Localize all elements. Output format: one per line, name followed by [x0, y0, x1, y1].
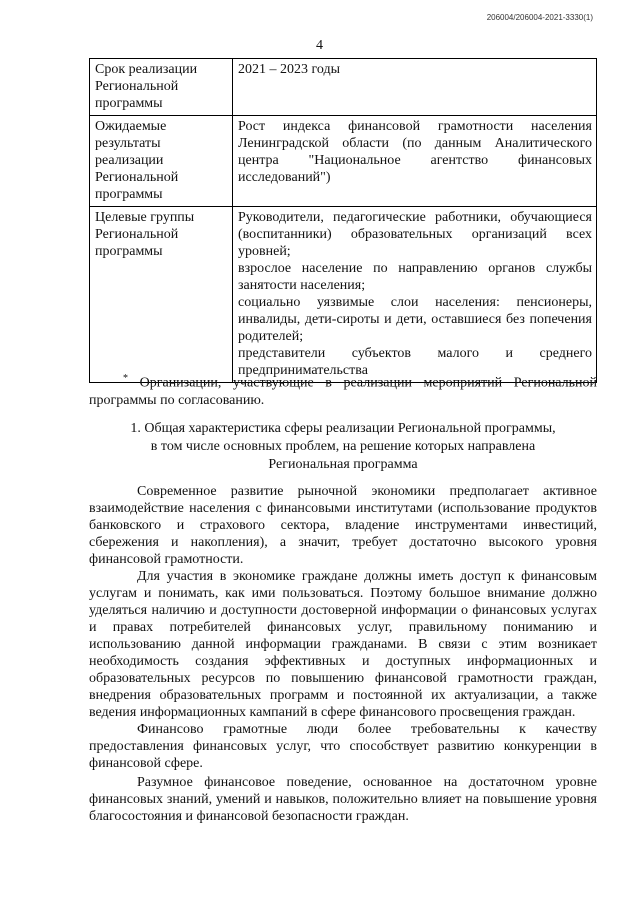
row-label: Ожидаемые результаты реализации Региональной программы — [90, 116, 233, 207]
footnote — [89, 370, 597, 409]
section-title-line: Региональная программа — [268, 457, 418, 472]
paragraph: Разумное финансовое поведение, основанное на достаточном уровне финансовых знаний, умений и навыков, положительно влияет на повышение уровня благосостояния и финансовой безопасности граждан. — [89, 775, 597, 824]
value-line: представители субъектов малого и среднего предпринимательства — [238, 346, 592, 378]
value-line: 2021 – 2023 годы — [238, 62, 341, 77]
row-label: Срок реализации Региональной программы — [90, 59, 233, 116]
paragraph: Для участия в экономике граждане должны иметь доступ к финансовым услугам и понимать, как ими пользоваться. Поэтому большое внимание должно уделяться наличию и доступности достоверной информации о финансовых услугах и правах потребителей финансовых услуг, правильному пониманию и использованию данной информации гражданами. В связи с этим возникает необходимость создания эффективных и доступных информационных и образовательных ресурсов по повышению финансовой грамотности граждан, внедрения образовательных программ и постоянной их актуализации, а также ведения информационных кампаний в сфере финансового просвещения граждан. — [89, 569, 597, 720]
document-code: 206004/206004-2021-3330(1) — [486, 13, 593, 22]
value-line: взрослое население по направлению органов службы занятости населения; — [238, 261, 592, 293]
paragraph: Финансово грамотные люди более требовательны к качеству предоставления финансовых услуг, что способствует развитию конкуренции в финансовой сфере. — [89, 722, 597, 771]
program-passport-table — [89, 58, 597, 383]
page-number: 4 — [316, 38, 323, 53]
row-value — [233, 207, 597, 383]
footnote-text: Организации, участвующие в реализации мероприятий Региональной программы по согласованию. — [89, 375, 597, 408]
value-line: Руководители, педагогические работники, обучающиеся (воспитанники) образовательных организаций всех уровней; — [238, 210, 592, 259]
row-label: Целевые группы Региональной программы — [90, 207, 233, 383]
table-row — [90, 116, 597, 207]
section-title-line: в том числе основных проблем, на решение которых направлена — [150, 439, 536, 454]
section-title-line: 1. Общая характеристика сферы реализации Региональной программы, — [130, 421, 556, 436]
table-row — [90, 59, 597, 116]
value-line: Рост индекса финансовой грамотности населения Ленинградской области (по данным Аналитического центра "Национальное агентство финансовых исследований") — [238, 119, 592, 185]
footnote-mark: * — [123, 373, 128, 384]
paragraph: Современное развитие рыночной экономики предполагает активное взаимодействие населения с финансовыми институтами (использование продуктов банковского и страхового сектора, владение инструментами инвестиций, сбережения и накопления), а значит, требует достаточно высокого уровня финансовой грамотности. — [89, 484, 597, 567]
section-title — [89, 420, 597, 474]
row-value — [233, 116, 597, 207]
body-text — [89, 483, 597, 825]
table-row — [90, 207, 597, 383]
value-line: социально уязвимые слои населения: пенсионеры, инвалиды, дети-сироты и дети, оставшиеся без попечения родителей; — [238, 295, 592, 344]
row-value — [233, 59, 597, 116]
